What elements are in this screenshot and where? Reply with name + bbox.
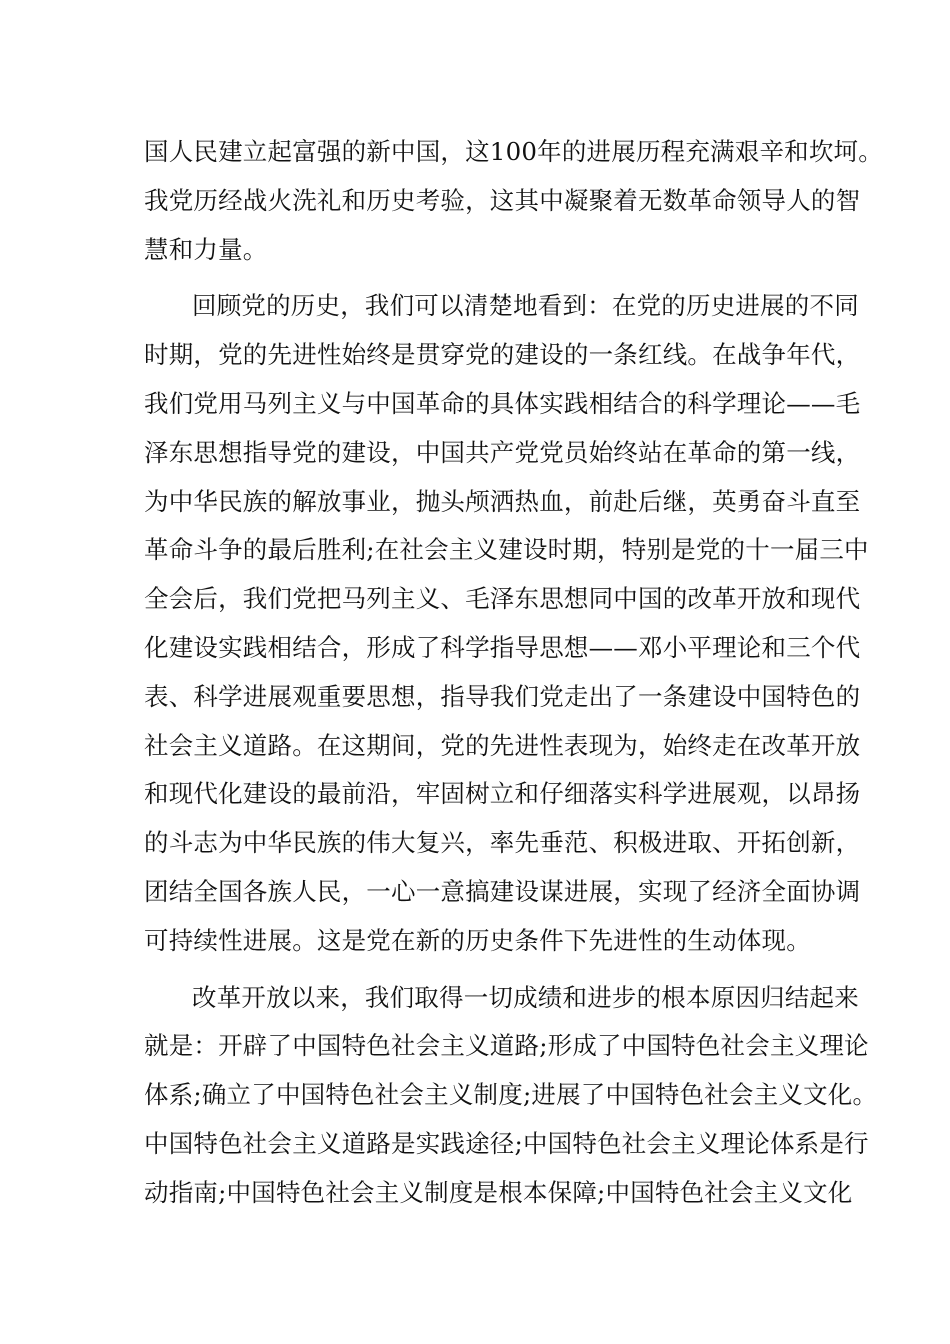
paragraph-first-line: 回顾党的历史，我们可以清楚地看到：在党的历史进展的不同 — [192, 291, 859, 321]
text-line: 表、科学进展观重要思想，指导我们党走出了一条建设中国特色的 — [144, 681, 861, 711]
text-line: 可持续性进展。这是党在新的历史条件下先进性的生动体现。 — [144, 925, 811, 955]
text-line: 就是：开辟了中国特色社会主义道路;形成了中国特色社会主义理论 — [144, 1031, 869, 1061]
text-line: 和现代化建设的最前沿，牢固树立和仔细落实科学进展观，以昂扬 — [144, 779, 861, 809]
text-line: 慧和力量。 — [144, 234, 268, 264]
text-line: 社会主义道路。在这期间，党的先进性表现为，始终走在改革开放 — [144, 730, 861, 760]
text-line: 革命斗争的最后胜利;在社会主义建设时期，特别是党的十一届三中 — [144, 535, 869, 565]
text-line: 我党历经战火洗礼和历史考验，这其中凝聚着无数革命领导人的智 — [144, 185, 861, 215]
text-line: 国人民建立起富强的新中国，这100年的进展历程充满艰辛和坎坷。 — [144, 137, 883, 166]
text-line: 动指南;中国特色社会主义制度是根本保障;中国特色社会主义文化 — [144, 1177, 853, 1207]
paragraph-gap — [144, 274, 824, 282]
text-line: 体系;确立了中国特色社会主义制度;进展了中国特色社会主义文化。 — [144, 1080, 878, 1110]
text-line: 为中华民族的解放事业，抛头颅洒热血，前赴后继，英勇奋斗直至 — [144, 486, 861, 516]
text-line: 团结全国各族人民，一心一意搞建设谋进展，实现了经济全面协调 — [144, 876, 861, 906]
text-line: 化建设实践相结合，形成了科学指导思想——邓小平理论和三个代 — [144, 632, 861, 662]
text-line: 的斗志为中华民族的伟大复兴，率先垂范、积极进取、开拓创新， — [144, 828, 861, 858]
text-line: 全会后，我们党把马列主义、毛泽东思想同中国的改革开放和现代 — [144, 584, 861, 614]
paragraph-gap — [144, 966, 824, 974]
text-line: 中国特色社会主义道路是实践途径;中国特色社会主义理论体系是行 — [144, 1128, 869, 1158]
text-line: 我们党用马列主义与中国革命的具体实践相结合的科学理论——毛 — [144, 388, 861, 418]
text-line: 泽东思想指导党的建设，中国共产党党员始终站在革命的第一线， — [144, 437, 861, 467]
body-text — [144, 128, 883, 1218]
paragraph-first-line: 改革开放以来，我们取得一切成绩和进步的根本原因归结起来 — [192, 982, 859, 1012]
text-line: 时期，党的先进性始终是贯穿党的建设的一条红线。在战争年代， — [144, 340, 861, 370]
